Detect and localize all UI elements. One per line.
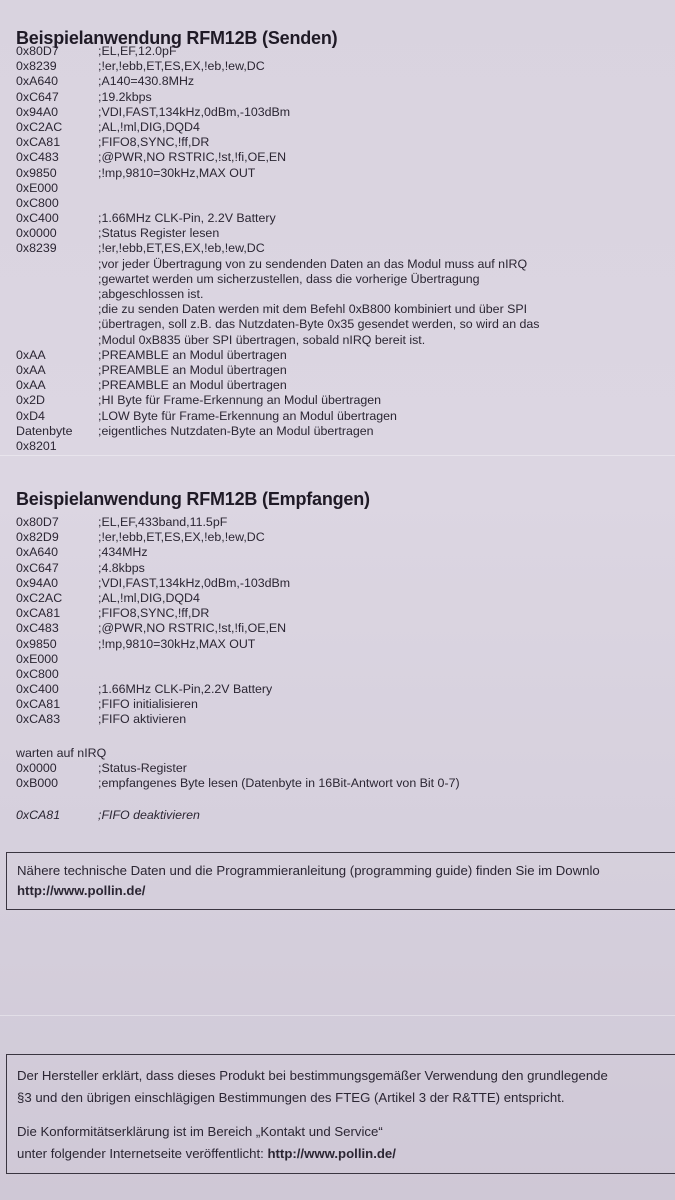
command-comment: ;@PWR,NO RSTRIC,!st,!fi,OE,EN — [98, 150, 287, 165]
command-code: 0xD4 — [16, 408, 45, 423]
code-row — [16, 409, 666, 424]
command-comment: ;@PWR,NO RSTRIC,!st,!fi,OE,EN — [98, 621, 287, 636]
command-comment: ;EL,EF,433band,11.5pF — [98, 515, 228, 529]
command-code: 0x8239 — [16, 59, 57, 74]
command-code: 0x82D9 — [16, 530, 59, 545]
command-comment: ;eigentliches Nutzdaten-Byte an Modul übertragen — [98, 423, 374, 438]
command-comment: ;!mp,9810=30kHz,MAX OUT — [98, 165, 256, 180]
command-code: 0xCA81 — [16, 697, 61, 712]
code-row — [16, 272, 666, 287]
command-code: 0x9850 — [16, 636, 57, 651]
command-code: 0xC647 — [16, 560, 59, 575]
code-row — [16, 515, 666, 530]
code-row — [16, 135, 666, 150]
code-row — [16, 761, 666, 776]
code-row — [16, 44, 666, 59]
command-code: 0xC2AC — [16, 590, 63, 605]
code-row — [16, 776, 666, 791]
info-url-link[interactable]: http://www.pollin.de/ — [17, 883, 146, 898]
command-code: 0xCA81 — [16, 135, 61, 150]
command-comment: ;A140=430.8MHz — [98, 74, 195, 89]
command-comment: ;EL,EF,12.0pF — [98, 44, 177, 58]
code-row — [16, 682, 666, 697]
receive-wait-section — [16, 746, 666, 792]
code-row — [16, 348, 666, 363]
command-code: 0xCA81 — [16, 808, 61, 822]
command-code: 0xE000 — [16, 651, 59, 666]
paper-fold-line — [0, 1015, 675, 1016]
command-code — [16, 257, 98, 272]
code-row — [16, 545, 666, 560]
command-code — [16, 302, 98, 317]
command-comment: ;PREAMBLE an Modul übertragen — [98, 362, 287, 377]
code-row — [16, 181, 666, 196]
code-row — [16, 211, 666, 226]
code-row — [16, 637, 666, 652]
code-row — [16, 74, 666, 89]
code-row — [16, 287, 666, 302]
command-code: 0xA640 — [16, 74, 59, 89]
command-comment: ;FIFO8,SYNC,!ff,DR — [98, 135, 210, 150]
command-code: 0x8201 — [16, 438, 57, 453]
command-code: 0xC647 — [16, 89, 59, 104]
command-code: 0x8239 — [16, 241, 57, 256]
command-code: 0x80D7 — [16, 44, 59, 58]
command-comment: ;FIFO aktivieren — [98, 712, 187, 727]
code-row — [16, 439, 666, 454]
code-row — [16, 363, 666, 378]
code-row — [16, 576, 666, 591]
info-box — [6, 852, 675, 910]
code-row — [16, 166, 666, 181]
command-comment: ;1.66MHz CLK-Pin,2.2V Battery — [98, 682, 273, 697]
command-comment: ;!mp,9810=30kHz,MAX OUT — [98, 636, 256, 651]
declaration-line: §3 und den übrigen einschlägigen Bestimmungen des FTEG (Artikel 3 der R&TTE) entspricht. — [17, 1090, 565, 1105]
command-comment: ;abgeschlossen ist. — [98, 287, 204, 301]
receive-code-listing — [16, 515, 666, 728]
wait-label: warten auf nIRQ — [16, 746, 107, 760]
command-comment: ;gewartet werden um sicherzustellen, dass die vorherige Übertragung — [98, 271, 480, 286]
command-comment: ;VDI,FAST,134kHz,0dBm,-103dBm — [98, 104, 291, 119]
command-code: 0xC483 — [16, 621, 59, 636]
command-code: 0xC800 — [16, 195, 59, 210]
code-row — [16, 317, 666, 332]
code-row — [16, 530, 666, 545]
command-comment: ;Modul 0xB835 über SPI übertragen, sobald nIRQ bereit ist. — [98, 332, 426, 347]
command-code: 0xE000 — [16, 180, 59, 195]
command-comment: ;!er,!ebb,ET,ES,EX,!eb,!ew,DC — [98, 530, 265, 545]
command-comment: ;empfangenes Byte lesen (Datenbyte in 16Bit-Antwort von Bit 0-7) — [98, 776, 460, 791]
send-section-title: Beispielanwendung RFM12B (Senden) — [16, 28, 338, 48]
command-code: 0xAA — [16, 362, 46, 377]
info-text: Nähere technische Daten und die Programmieranleitung (programming guide) finden Sie im Downlo — [17, 863, 600, 878]
paper-fold-line — [0, 455, 675, 456]
declaration-line: unter folgender Internetseite veröffentlicht: http://www.pollin.de/ — [17, 1146, 396, 1161]
command-comment: ;die zu senden Daten werden mit dem Befehl 0xB800 kombiniert und über SPI — [98, 302, 528, 317]
code-row — [16, 90, 666, 105]
command-code: 0x2D — [16, 393, 45, 408]
code-row — [16, 226, 666, 241]
code-row — [16, 196, 666, 211]
code-row — [16, 591, 666, 606]
fifo-disable-row — [16, 808, 666, 823]
code-row — [16, 302, 666, 317]
code-row — [16, 59, 666, 74]
code-row — [16, 241, 666, 256]
command-code: 0x0000 — [16, 226, 57, 241]
command-comment: ;PREAMBLE an Modul übertragen — [98, 347, 287, 362]
command-code — [16, 287, 98, 302]
command-code: 0x9850 — [16, 165, 57, 180]
command-code: 0x94A0 — [16, 575, 59, 590]
command-code: 0xC400 — [16, 211, 59, 226]
declaration-url-link[interactable]: http://www.pollin.de/ — [267, 1146, 396, 1161]
command-comment: ;vor jeder Übertragung von zu sendenden Daten an das Modul muss auf nIRQ — [98, 256, 528, 271]
receive-section-title: Beispielanwendung RFM12B (Empfangen) — [16, 489, 370, 509]
command-code: 0xC483 — [16, 150, 59, 165]
code-row — [16, 105, 666, 120]
command-code: 0xAA — [16, 347, 46, 362]
command-code: Datenbyte — [16, 423, 73, 438]
command-comment: ;4.8kbps — [98, 560, 145, 575]
command-comment: ;AL,!ml,DIG,DQD4 — [98, 590, 200, 605]
command-comment: ;Status-Register — [98, 761, 187, 776]
command-comment: ;434MHz — [98, 545, 148, 560]
code-row — [16, 621, 666, 636]
command-comment: ;!er,!ebb,ET,ES,EX,!eb,!ew,DC — [98, 241, 265, 256]
code-row — [16, 333, 666, 348]
code-row — [16, 120, 666, 135]
send-code-listing — [16, 44, 666, 454]
command-code — [16, 272, 98, 287]
command-code — [16, 333, 98, 348]
command-comment: ;übertragen, soll z.B. das Nutzdaten-Byte 0x35 gesendet werden, so wird an das — [98, 317, 540, 332]
declaration-box — [6, 1054, 675, 1174]
command-code: 0x0000 — [16, 761, 57, 776]
code-row — [16, 712, 666, 727]
command-code: 0xC2AC — [16, 119, 63, 134]
command-code — [16, 317, 98, 332]
code-row — [16, 652, 666, 667]
command-comment: ;!er,!ebb,ET,ES,EX,!eb,!ew,DC — [98, 59, 265, 74]
code-row — [16, 606, 666, 621]
command-comment: ;PREAMBLE an Modul übertragen — [98, 378, 287, 393]
declaration-line: Die Konformitätserklärung ist im Bereich „Kontakt und Service“ — [17, 1124, 383, 1139]
code-row — [16, 378, 666, 393]
command-comment: ;1.66MHz CLK-Pin, 2.2V Battery — [98, 211, 276, 226]
code-row — [16, 257, 666, 272]
command-code: 0x80D7 — [16, 515, 59, 529]
command-comment: ;FIFO initialisieren — [98, 697, 198, 712]
command-comment: ;AL,!ml,DIG,DQD4 — [98, 119, 200, 134]
command-comment: ;HI Byte für Frame-Erkennung an Modul übertragen — [98, 393, 382, 408]
read-code-listing — [16, 761, 666, 791]
command-comment: ;FIFO8,SYNC,!ff,DR — [98, 606, 210, 621]
code-row — [16, 393, 666, 408]
declaration-line: Der Hersteller erklärt, dass dieses Produkt bei bestimmungsgemäßer Verwendung den grundlegende — [17, 1068, 608, 1083]
command-code: 0x94A0 — [16, 104, 59, 119]
code-row — [16, 424, 666, 439]
command-code: 0xC400 — [16, 682, 59, 697]
command-comment: ;LOW Byte für Frame-Erkennung an Modul übertragen — [98, 408, 397, 423]
code-row — [16, 667, 666, 682]
command-code: 0xAA — [16, 378, 46, 393]
command-code: 0xB000 — [16, 776, 59, 791]
command-code: 0xC800 — [16, 666, 59, 681]
command-code: 0xCA81 — [16, 606, 61, 621]
command-comment: ;19.2kbps — [98, 89, 152, 104]
command-comment: ;Status Register lesen — [98, 226, 220, 241]
command-comment: ;VDI,FAST,134kHz,0dBm,-103dBm — [98, 575, 291, 590]
code-row — [16, 561, 666, 576]
code-row — [16, 150, 666, 165]
command-code: 0xA640 — [16, 545, 59, 560]
command-comment: ;FIFO deaktivieren — [98, 808, 200, 822]
command-code: 0xCA83 — [16, 712, 61, 727]
code-row — [16, 697, 666, 712]
